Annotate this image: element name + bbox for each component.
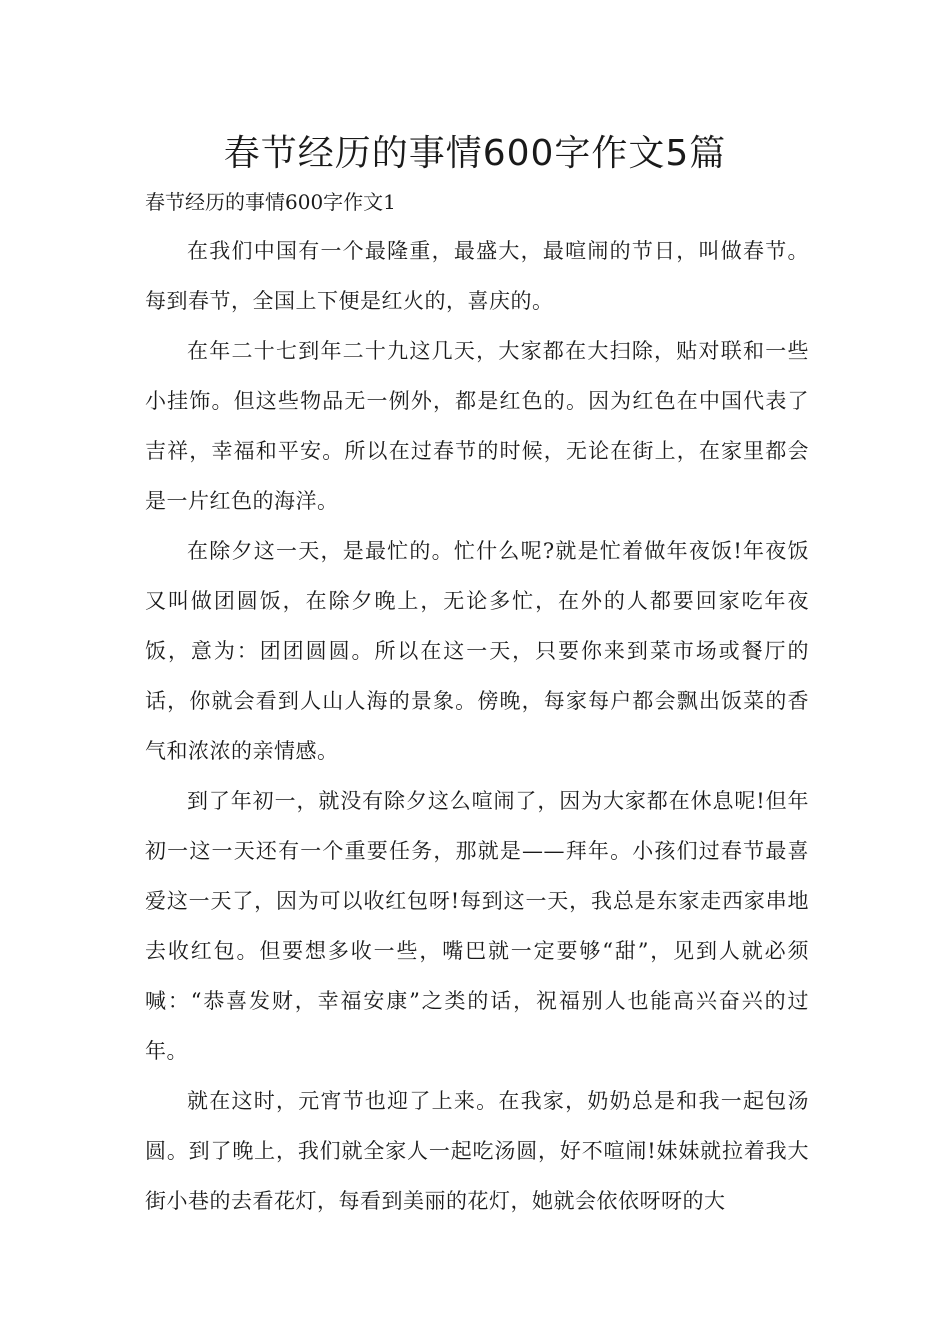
- paragraph: 在年二十七到年二十九这几天，大家都在大扫除，贴对联和一些小挂饰。但这些物品无一例外，都是红色的。因为红色在中国代表了吉祥，幸福和平安。所以在过春节的时候，无论在街上，在家里都会是一片红色的海洋。: [145, 339, 809, 513]
- paragraph: 在除夕这一天，是最忙的。忙什么呢?就是忙着做年夜饭!年夜饭又叫做团圆饭，在除夕晚上，无论多忙，在外的人都要回家吃年夜饭，意为：团团圆圆。所以在这一天，只要你来到菜市场或餐厅的话，你就会看到人山人海的景象。傍晚，每家每户都会飘出饭菜的香气和浓浓的亲情感。: [145, 539, 809, 763]
- paragraph: 就在这时，元宵节也迎了上来。在我家，奶奶总是和我一起包汤圆。到了晚上，我们就全家人一起吃汤圆，好不喧闹!妹妹就拉着我大街小巷的去看花灯，每看到美丽的花灯，她就会依依呀呀的大: [145, 1089, 809, 1213]
- document-title: 春节经历的事情600字作文5篇: [223, 133, 727, 174]
- section-heading: 春节经历的事情600字作文1: [145, 190, 396, 214]
- paragraph: 到了年初一，就没有除夕这么喧闹了，因为大家都在休息呢!但年初一这一天还有一个重要任务，那就是——拜年。小孩们过春节最喜爱这一天了，因为可以收红包呀!每到这一天，我总是东家走西家串地去收红包。但要想多收一些，嘴巴就一定要够“甜”，见到人就必须喊：“恭喜发财，幸福安康”之类的话，祝福别人也能高兴奋兴的过年。: [145, 789, 809, 1063]
- paragraph: 在我们中国有一个最隆重，最盛大，最喧闹的节日，叫做春节。每到春节，全国上下便是红火的，喜庆的。: [145, 239, 809, 313]
- document-body: [145, 226, 809, 1226]
